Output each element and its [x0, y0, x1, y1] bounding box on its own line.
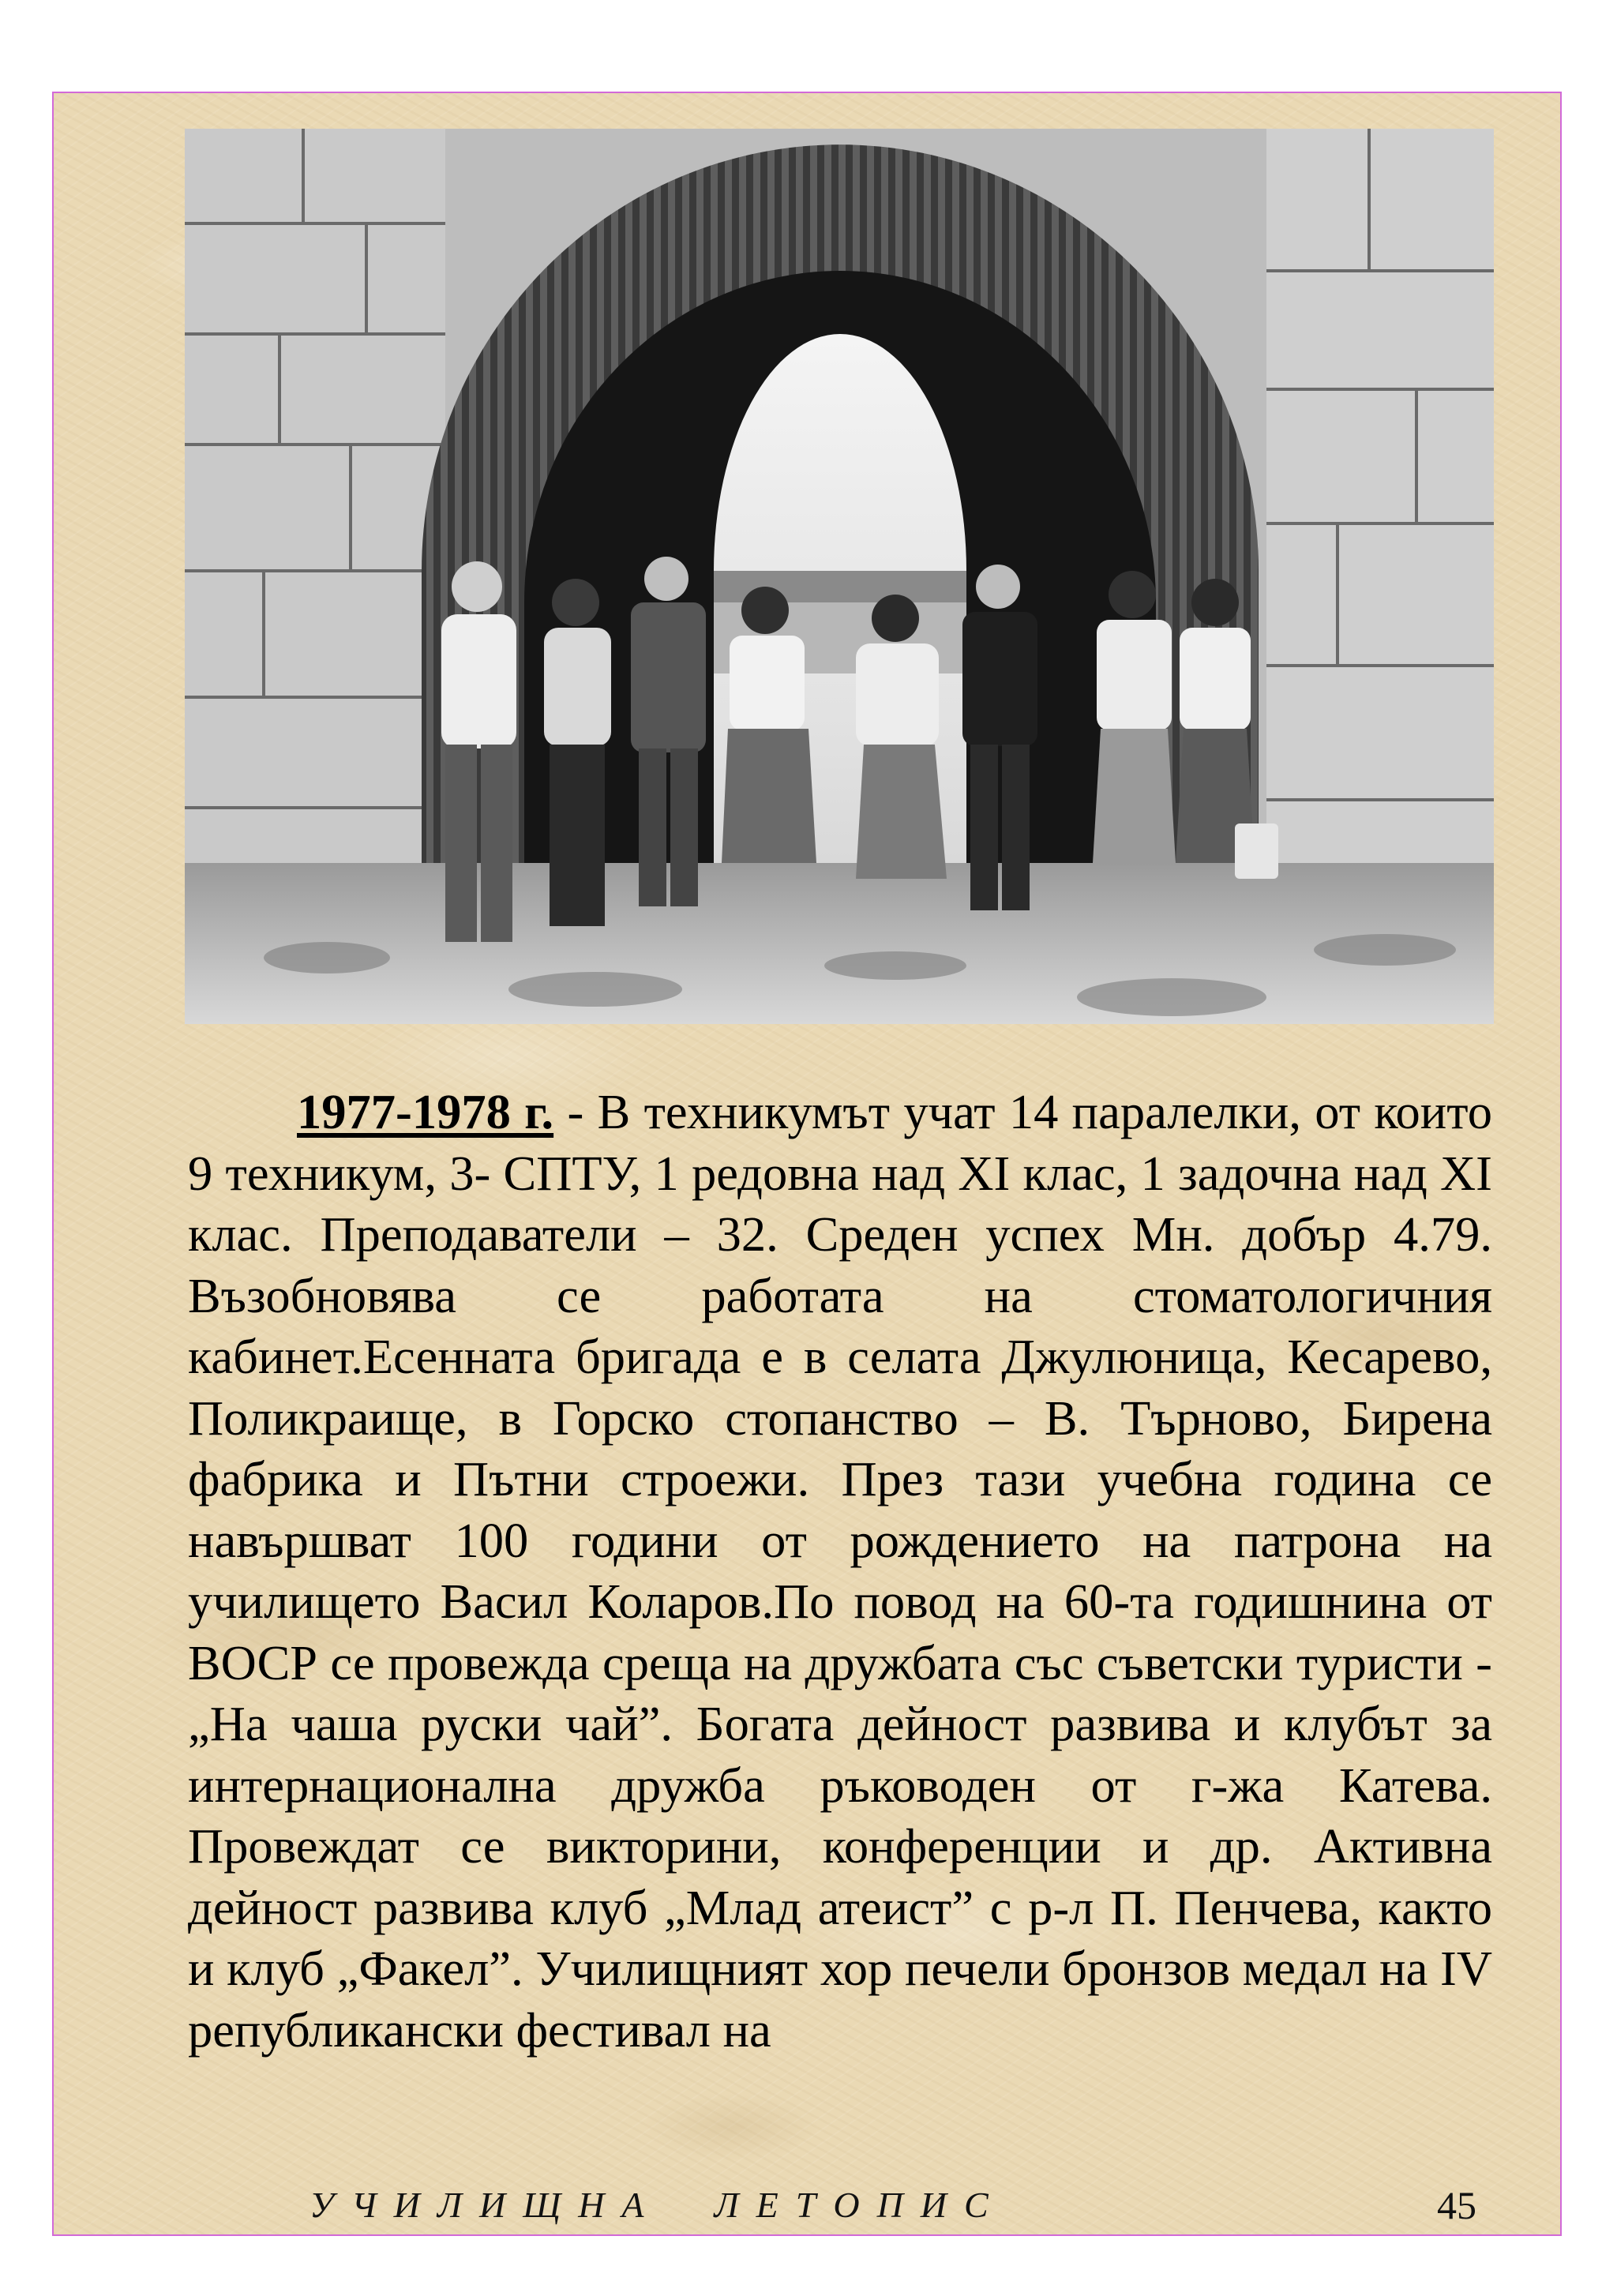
chronicle-paragraph [188, 1082, 1492, 2061]
photo-icon [185, 129, 1494, 1024]
page-number: 45 [1437, 2183, 1476, 2227]
bottom-margin [52, 2239, 1562, 2296]
year-heading: 1977-1978 г. [297, 1084, 554, 1139]
archival-photo [185, 129, 1494, 1024]
paragraph-body: - В техникумът учат 14 паралелки, от които 9 техникум, 3- СПТУ, 1 редовна над XI клас, 1 задочна над XI клас. Преподаватели – 32. Среден успех Мн. добър 4.79. Възобновява се работата на стоматологичния кабинет.Есенната бригада е в селата Джулюница, Кесарево, Поликраище, в Горско стопанство – В. Търново, Бирена фабрика и Пътни строежи. През тази учебна година се навършват 100 години от рождението на патрона на училището Васил Коларов.По повод на 60-та годишнина от ВОСР се провежда среща на дружбата със съветски туристи - „На чаша руски чай”. Богата дейност развива и клубът за интернационална дружба ръководен от г-жа Катева. Провеждат се викторини, конференции и др. Активна дейност развива клуб „Млад атеист” с р-л П. Пенчева, както и клуб „Факел”. Училищният хор печели бронзов медал на IV републикански фестивал на [188, 1084, 1492, 2058]
footer-title: УЧИЛИЩНА ЛЕТОПИС [310, 2185, 1006, 2225]
